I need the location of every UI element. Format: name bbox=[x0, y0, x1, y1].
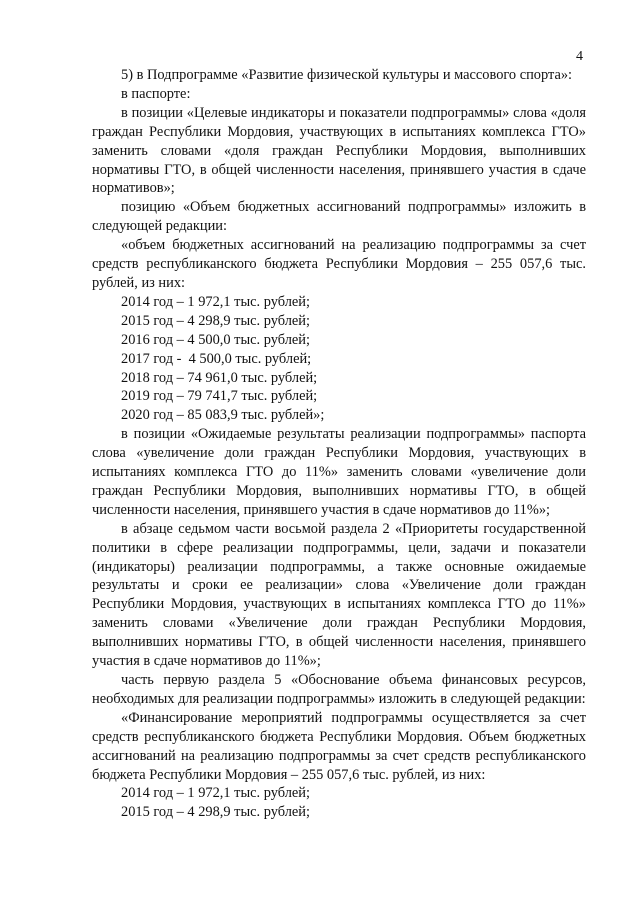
year-line: 2017 год - 4 500,0 тыс. рублей; bbox=[121, 350, 312, 367]
years-list-2 bbox=[92, 784, 586, 822]
year-line: 2019 год – 79 741,7 тыс. рублей; bbox=[121, 388, 318, 405]
paragraph-target-indicators: в позиции «Целевые индикаторы и показатели подпрограммы» слова «доля граждан Республики Мордовия, участвующих в испытаниях комплекса ГТО» заменить словами «доля граждан Республики Мордовия, выполнивших нормативы ГТО, в общей численности населения, принявшего участия в сдаче нормативов»; bbox=[92, 104, 586, 197]
year-line: 2020 год – 85 083,9 тыс. рублей»; bbox=[121, 407, 325, 424]
year-line: 2015 год – 4 298,9 тыс. рублей; bbox=[121, 804, 310, 821]
paragraph-section-5: часть первую раздела 5 «Обоснование объема финансовых ресурсов, необходимых для реализации подпрограммы» изложить в следующей редакции: bbox=[92, 672, 586, 707]
paragraph-passport: в паспорте: bbox=[121, 85, 191, 102]
page-number: 4 bbox=[576, 49, 583, 64]
paragraph-subprogram-heading: 5) в Подпрограмме «Развитие физической культуры и массового спорта»: bbox=[121, 67, 573, 83]
year-line: 2018 год – 74 961,0 тыс. рублей; bbox=[121, 369, 318, 386]
year-line: 2015 год – 4 298,9 тыс. рублей; bbox=[121, 312, 310, 329]
paragraph-expected-results: в позиции «Ожидаемые результаты реализации подпрограммы» паспорта слова «увеличение доли граждан Республики Мордовия, участвующих в испытаниях комплекса ГТО до 11%» заменить словами «увеличение доли граждан Республики Мордовия, выполнивших нормативы ГТО, в общей численности населения, принявшего участия в сдаче нормативов до 11%»; bbox=[92, 426, 586, 518]
year-line: 2014 год – 1 972,1 тыс. рублей; bbox=[121, 785, 310, 802]
year-line: 2014 год – 1 972,1 тыс. рублей; bbox=[121, 293, 310, 310]
document-body bbox=[92, 66, 586, 822]
paragraph-budget-volume: позицию «Объем бюджетных ассигнований подпрограммы» изложить в следующей редакции: bbox=[92, 199, 586, 235]
paragraph-financing: «Финансирование мероприятий подпрограммы осуществляется за счет средств республиканского бюджета Республики Мордовия. Объем бюджетных ассигнований на реализацию подпрограммы за счет средств республиканского бюджета Республики Мордовия – 255 057,6 тыс. рублей, из них: bbox=[92, 709, 586, 783]
years-list-1 bbox=[92, 293, 586, 425]
paragraph-section-2: в абзаце седьмом части восьмой раздела 2 «Приоритеты государственной политики в сфере реализации подпрограммы, цели, задачи и показатели (индикаторы) реализации подпрограммы, а также основные ожидаемые результаты и сроки ее реализации» слова «Увеличение доли граждан Республики Мордовия, участвующих в испытаниях комплекса ГТО до 11%» заменить словами «Увеличение доли граждан Республики Мордовия, выполнивших нормативы ГТО, в общей численности населения, принявшего участия в сдаче нормативов до 11%»; bbox=[92, 520, 586, 670]
year-line: 2016 год – 4 500,0 тыс. рублей; bbox=[121, 331, 310, 348]
paragraph-budget-quote: «объем бюджетных ассигнований на реализацию подпрограммы за счет средств республиканского бюджета Республики Мордовия – 255 057,6 тыс. рублей, из них: bbox=[92, 237, 586, 291]
